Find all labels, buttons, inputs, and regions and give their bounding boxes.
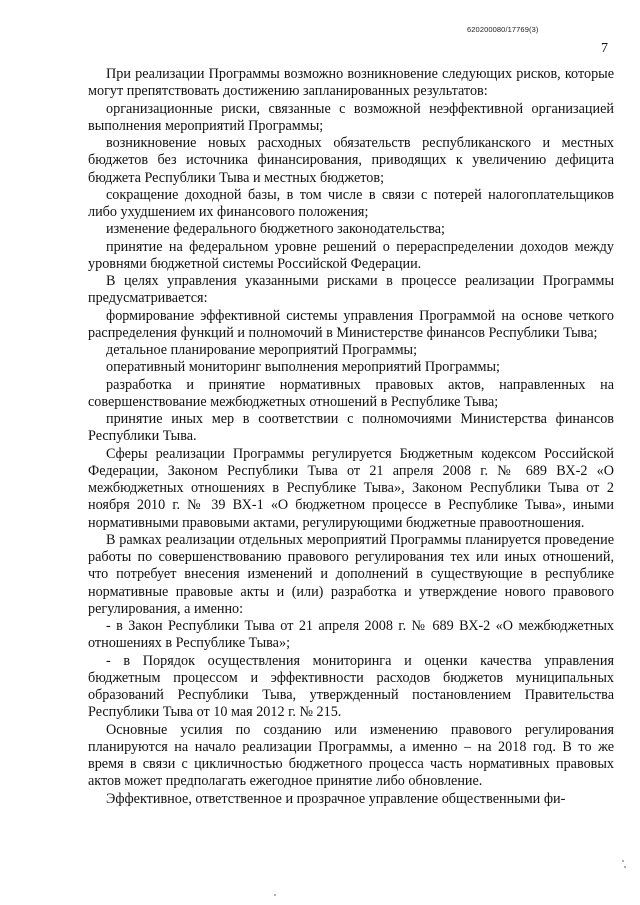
paragraph: - в Закон Республики Тыва от 21 апреля 2008 г. № 689 ВХ-2 «О межбюджетных отношениях в Республике Тыва»; — [88, 618, 614, 652]
document-body — [88, 66, 614, 808]
scan-speck — [624, 866, 626, 868]
paragraph: принятие на федеральном уровне решений о перераспределении доходов между уровнями бюджетной системы Российской Федерации. — [88, 238, 614, 272]
paragraph: возникновение новых расходных обязательств республиканского и местных бюджетов без источника финансирования, приводящих к увеличению дефицита бюджета Республики Тыва и местных бюджетов; — [88, 135, 614, 186]
paragraph: - в Порядок осуществления мониторинга и оценки качества управления бюджетным процессом и эффективности расходов бюджетов муниципальных образований Республики Тыва, утвержденный постановлением Правительства Республики Тыва от 10 мая 2012 г. № 215. — [88, 652, 614, 721]
paragraph: Сферы реализации Программы регулируется Бюджетным кодексом Российской Федерации, Законом Республики Тыва от 21 апреля 2008 г. № 689 ВХ-2 «О межбюджетных отношениях в Республике Тыва», Законом Республики Тыва от 2 ноября 2010 г. № 39 ВХ-1 «О бюджетном процессе в Республике Тыва», иными нормативными правовыми актами, регулирующими бюджетные правоотношения. — [88, 445, 614, 531]
paragraph: В целях управления указанными рисками в процессе реализации Программы предусматривается: — [88, 273, 614, 307]
paragraph: принятие иных мер в соответствии с полномочиями Министерства финансов Республики Тыва. — [88, 411, 614, 445]
paragraph: детальное планирование мероприятий Программы; — [106, 342, 418, 358]
paragraph: оперативный мониторинг выполнения мероприятий Программы; — [106, 359, 501, 376]
paragraph: Эффективное, ответственное и прозрачное управление общественными фи- — [106, 790, 566, 807]
scan-speck — [622, 860, 624, 862]
scan-speck — [274, 894, 276, 896]
paragraph: формирование эффективной системы управления Программой на основе четкого распределения функций и полномочий в Министерстве финансов Республики Тыва; — [88, 307, 614, 341]
paragraph: сокращение доходной базы, в том числе в связи с потерей налогоплательщиков либо ухудшением их финансового положения; — [88, 186, 614, 220]
paragraph: изменение федерального бюджетного законодательства; — [106, 221, 445, 238]
paragraph: При реализации Программы возможно возникновение следующих рисков, которые могут препятствовать достижению запланированных результатов: — [88, 66, 614, 100]
page-number: 7 — [601, 41, 608, 56]
paragraph: Основные усилия по созданию или изменению правового регулирования планируются на начало реализации Программы, а именно – на 2018 год. В то же время в связи с цикличностью бюджетного процесса часть нормативных правовых актов может предполагать ежегодное принятие либо обновление. — [88, 721, 614, 790]
paragraph: разработка и принятие нормативных правовых актов, направленных на совершенствование межбюджетных отношений в Республике Тыва; — [88, 376, 614, 410]
document-id: 620200080/17769(3) — [467, 25, 539, 34]
paragraph: организационные риски, связанные с возможной неэффективной организацией выполнения мероприятий Программы; — [88, 100, 614, 134]
paragraph: В рамках реализации отдельных мероприятий Программы планируется проведение работы по совершенствованию правового регулирования тех или иных отношений, что потребует внесения изменений и дополнений в существующие в республике нормативные правовые акты и (или) разработка и утверждение нового правового регулирования, а именно: — [88, 531, 614, 617]
